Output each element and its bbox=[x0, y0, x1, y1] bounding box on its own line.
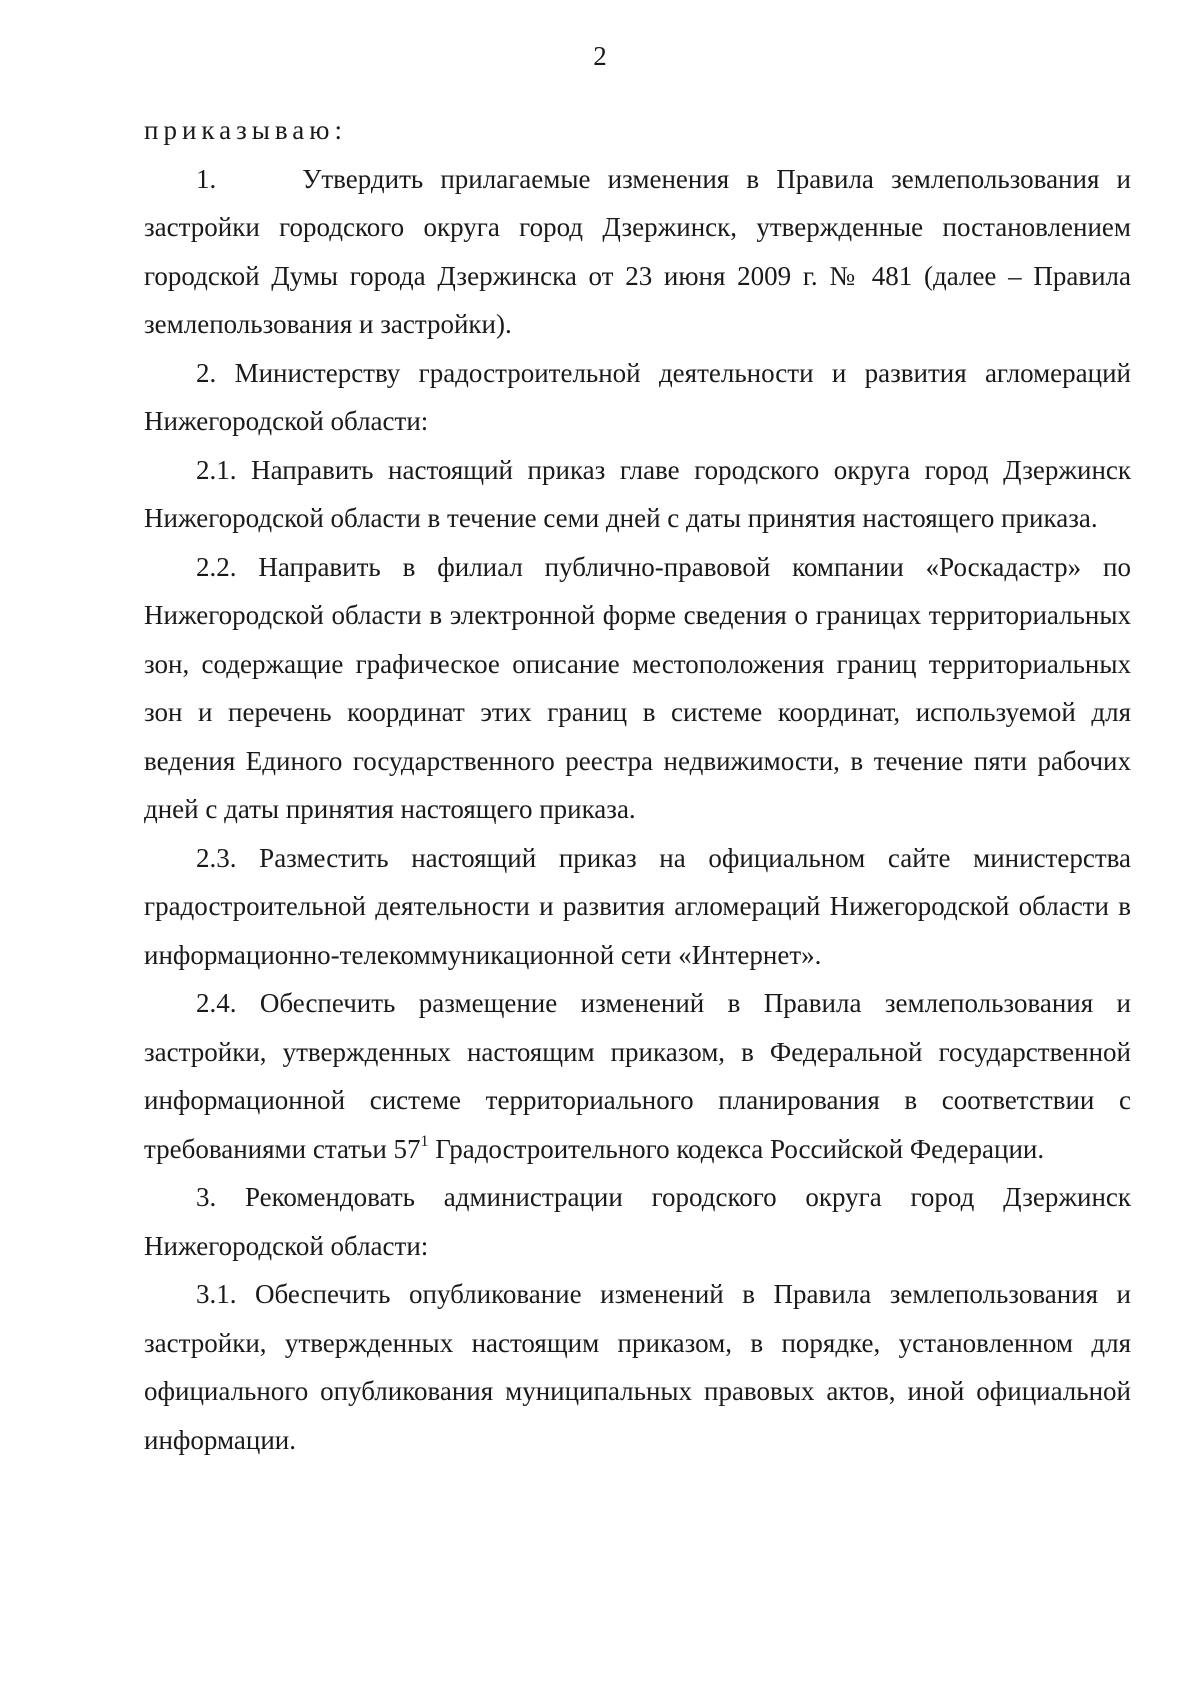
paragraph-1-number: 1. bbox=[196, 163, 217, 194]
paragraph-2-1: 2.1. Направить настоящий приказ главе городского округа город Дзержинск Нижегородской области в течение семи дней с даты принятия настоящего приказа. bbox=[144, 454, 1131, 533]
paragraph-1 bbox=[144, 155, 1131, 349]
paragraph-2-4-text-end: Градостроительного кодекса Российской Федерации. bbox=[428, 1133, 1045, 1164]
paragraph-2-4 bbox=[144, 979, 1131, 1173]
document-body bbox=[144, 106, 1131, 1464]
paragraph-2-4-text: 2.4. Обеспечить размещение изменений в Правила землепользования и застройки, утвержденных настоящим приказом, в Федеральной государственной информационной системе территориального планирования в соответствии с требованиями статьи 57 bbox=[144, 988, 1131, 1164]
paragraph-1-text: Утвердить прилагаемые изменения в Правила землепользования и застройки городского округа город Дзержинск, утвержденные постановлением городской Думы города Дзержинска от 23 июня 2009 г. № 481 (далее – Правила землепользования и застройки). bbox=[144, 163, 1131, 339]
paragraph-2-3: 2.3. Разместить настоящий приказ на официальном сайте министерства градостроительной деятельности и развития агломераций Нижегородской области в информационно-телекоммуникационной сети «Интернет». bbox=[144, 842, 1131, 970]
paragraph-3: 3. Рекомендовать администрации городского округа город Дзержинск Нижегородской области: bbox=[144, 1182, 1131, 1261]
paragraph-2-2: 2.2. Направить в филиал публично-правовой компании «Роскадастр» по Нижегородской области в электронной форме сведения о границах территориальных зон, содержащие графическое описание местоположения границ территориальных зон и перечень координат этих границ в системе координат, используемой для ведения Единого государственного реестра недвижимости, в течение пяти рабочих дней с даты принятия настоящего приказа. bbox=[144, 551, 1131, 824]
order-word: приказываю: bbox=[144, 115, 347, 145]
page-number: 2 bbox=[593, 41, 607, 71]
article-superscript: 1 bbox=[420, 1132, 429, 1150]
paragraph-3-1: 3.1. Обеспечить опубликование изменений в Правила землепользования и застройки, утвержденных настоящим приказом, в порядке, установленном для официального опубликования муниципальных правовых актов, иной официальной информации. bbox=[144, 1279, 1131, 1455]
paragraph-2: 2. Министерству градостроительной деятельности и развития агломераций Нижегородской области: bbox=[144, 357, 1131, 436]
